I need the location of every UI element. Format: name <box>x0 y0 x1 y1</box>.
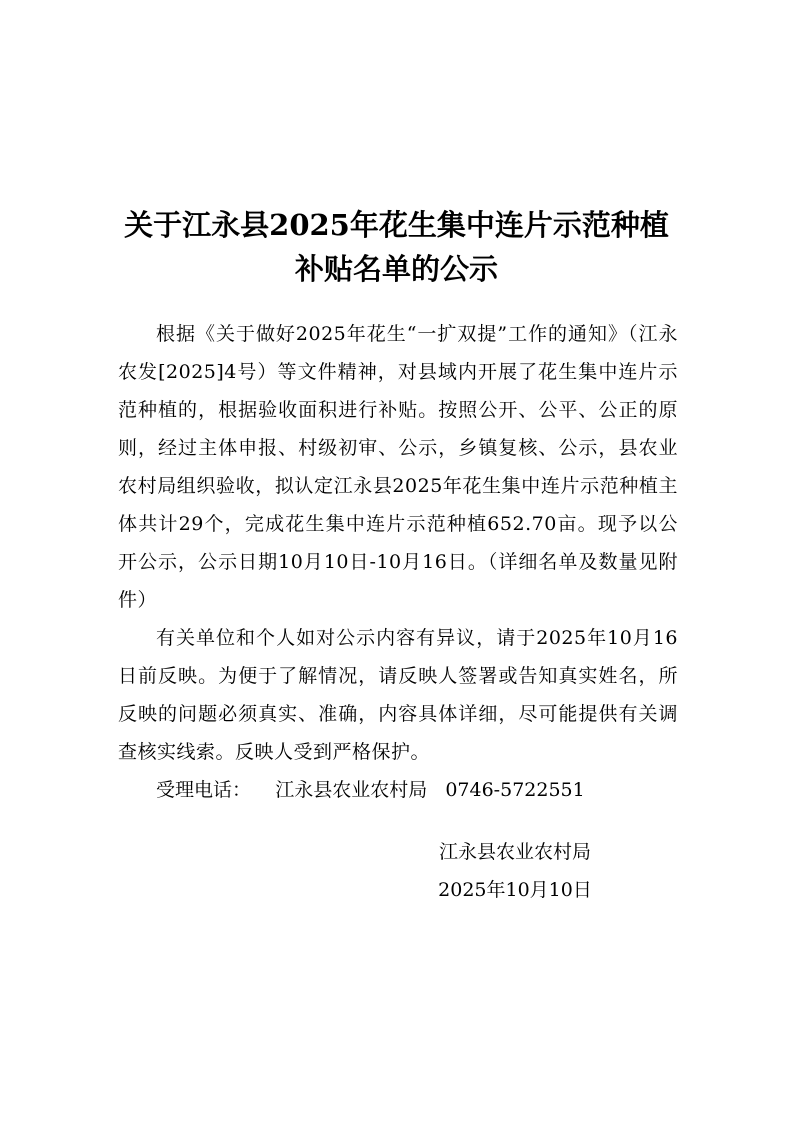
contact-phone: 0746-5722551 <box>445 779 585 801</box>
paragraph-objection: 有关单位和个人如对公示内容有异议，请于2025年10月16日前反映。为便于了解情况，请反映人签署或告知真实姓名，所反映的问题必须真实、准确，内容具体详细，尽可能提供有关调查核实线索。反映人受到严格保护。 <box>118 627 678 763</box>
document-body <box>118 315 678 809</box>
document-title-line-1: 关于江永县2025年花生集中连片示范种植 <box>124 208 669 242</box>
document-title-line-2: 补贴名单的公示 <box>294 252 498 286</box>
signature-block <box>400 833 630 909</box>
document-title <box>0 203 793 291</box>
signature-issuer: 江永县农业农村局 <box>438 841 591 863</box>
paragraph-notice: 根据《关于做好2025年花生“一扩双提”工作的通知》（江永农发[2025]4号）等文件精神，对县域内开展了花生集中连片示范种植的，根据验收面积进行补贴。按照公开、公平、公正的原则，经过主体申报、村级初审、公示，乡镇复核、公示，县农业农村局组织验收，拟认定江永县2025年花生集中连片示范种植主体共计29个，完成花生集中连片示范种植652.70亩。现予以公开公示，公示日期10月10日-10月16日。（详细名单及数量见附件） <box>118 323 678 611</box>
contact-label: 受理电话： <box>156 779 252 801</box>
contact-office: 江永县农业农村局 <box>275 779 428 801</box>
signature-date: 2025年10月10日 <box>438 879 592 901</box>
contact-line <box>118 771 678 809</box>
